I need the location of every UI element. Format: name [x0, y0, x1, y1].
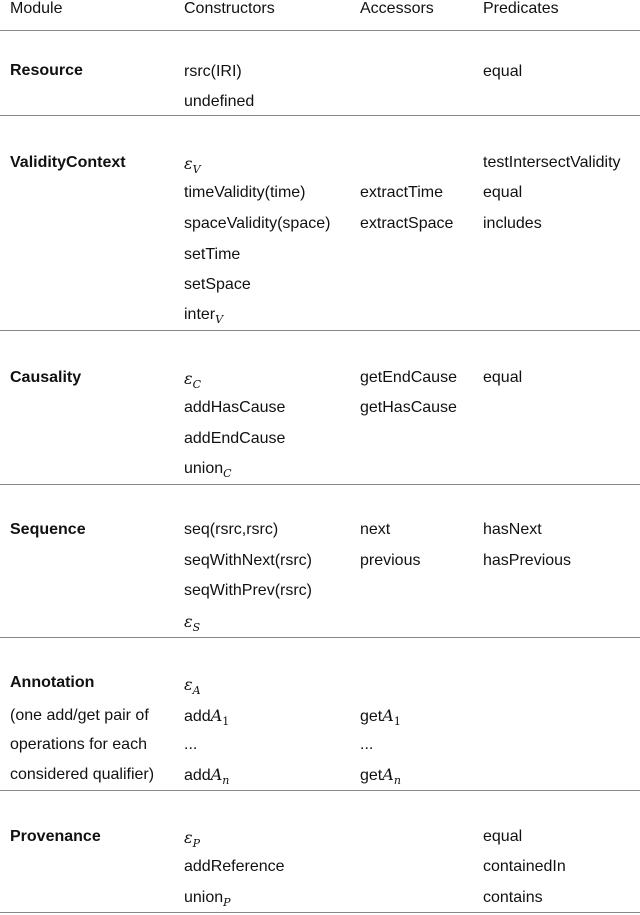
- predicate: equal: [483, 63, 523, 80]
- accessor-ellipsis: ...: [360, 736, 374, 753]
- header-accessors: Accessors: [360, 0, 434, 17]
- constructor-inter: inter$_V$: [184, 306, 224, 326]
- constructor: seqWithNext(rsrc): [184, 552, 313, 569]
- module-title: Annotation: [10, 674, 95, 691]
- constructor-ellipsis: ...: [184, 736, 198, 753]
- constructor: spaceValidity(space): [184, 215, 331, 232]
- section-validity-context: [0, 116, 640, 331]
- constructor-add-first: addA$_1$: [184, 706, 230, 728]
- constructor-add-last: addA$_n$: [184, 765, 230, 787]
- constructor: rsrc(IRI): [184, 63, 242, 80]
- module-title: Resource: [10, 62, 83, 79]
- accessor: extractTime: [360, 184, 443, 201]
- module-title: Causality: [10, 369, 82, 386]
- module-title: Sequence: [10, 521, 86, 538]
- constructor-epsilon: $\varepsilon_A$: [184, 675, 201, 697]
- header-module: Module: [10, 0, 63, 17]
- predicate: hasNext: [483, 521, 542, 538]
- constructor-epsilon: $\varepsilon_C$: [184, 369, 202, 391]
- accessor: previous: [360, 552, 421, 569]
- accessor: getEndCause: [360, 369, 457, 386]
- module-note: operations for each: [10, 736, 147, 753]
- accessor-get-first: getA$_1$: [360, 706, 401, 728]
- constructor-epsilon: $\varepsilon_V$: [184, 154, 201, 176]
- module-note: considered qualifier): [10, 766, 155, 783]
- table-header: [0, 0, 640, 31]
- constructor: timeValidity(time): [184, 184, 306, 201]
- section-annotation: [0, 638, 640, 791]
- section-causality: [0, 331, 640, 485]
- header-predicates: Predicates: [483, 0, 559, 17]
- constructor: addHasCause: [184, 399, 286, 416]
- predicate: hasPrevious: [483, 552, 572, 569]
- constructor-epsilon: $\varepsilon_S$: [184, 612, 201, 634]
- predicate: contains: [483, 889, 543, 906]
- predicate: equal: [483, 184, 523, 201]
- constructor-union: union$_P$: [184, 889, 231, 909]
- predicate: includes: [483, 215, 542, 232]
- constructor: seqWithPrev(rsrc): [184, 582, 313, 599]
- predicate: equal: [483, 828, 523, 845]
- predicate: equal: [483, 369, 523, 386]
- constructor: setTime: [184, 246, 241, 263]
- module-note: (one add/get pair of: [10, 707, 149, 724]
- constructor: undefined: [184, 93, 255, 110]
- accessor: next: [360, 521, 391, 538]
- constructor: seq(rsrc,rsrc): [184, 521, 279, 538]
- module-title: Provenance: [10, 828, 101, 845]
- header-constructors: Constructors: [184, 0, 275, 17]
- accessor: extractSpace: [360, 215, 454, 232]
- module-title: ValidityContext: [10, 154, 126, 171]
- constructor-union: union$_C$: [184, 460, 232, 480]
- constructor: addEndCause: [184, 430, 286, 447]
- accessor: getHasCause: [360, 399, 457, 416]
- predicate: containedIn: [483, 858, 566, 875]
- constructor-epsilon: $\varepsilon_P$: [184, 828, 200, 850]
- section-resource: [0, 31, 640, 116]
- section-provenance: [0, 791, 640, 913]
- accessor-get-last: getA$_n$: [360, 765, 401, 787]
- predicate: testIntersectValidity: [483, 154, 621, 171]
- section-sequence: [0, 485, 640, 638]
- constructor: setSpace: [184, 276, 251, 293]
- constructor: addReference: [184, 858, 285, 875]
